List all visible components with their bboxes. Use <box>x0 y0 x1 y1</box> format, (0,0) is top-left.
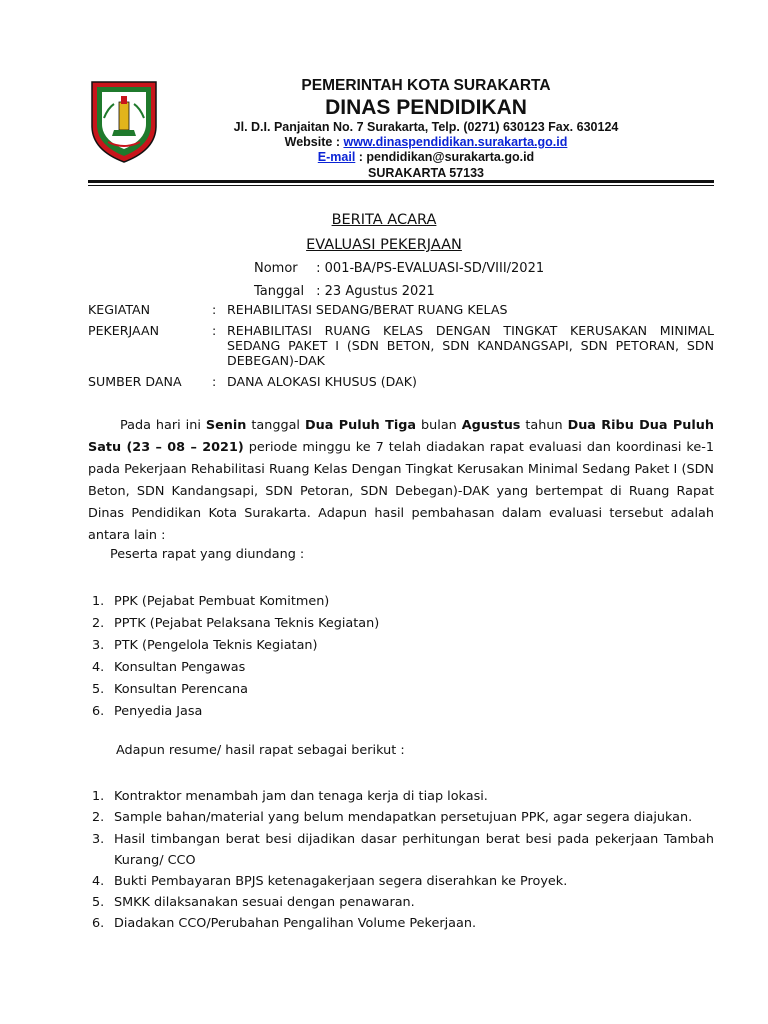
list-number: 4. <box>92 660 105 675</box>
list-text: Penyedia Jasa <box>114 704 203 719</box>
nomor-value: : 001-BA/PS-EVALUASI-SD/VIII/2021 <box>316 261 545 276</box>
document-subtitle: EVALUASI PEKERJAAN <box>306 237 462 253</box>
tanggal-label: Tanggal <box>254 284 305 299</box>
date-words: Dua Puluh Tiga <box>304 418 417 433</box>
participants-intro: Peserta rapat yang diundang : <box>110 547 305 562</box>
list-number: 5. <box>92 895 105 910</box>
office-address: Jl. D.I. Panjaitan No. 7 Surakarta, Telp. (0271) 630123 Fax. 630124 <box>233 120 619 134</box>
list-item <box>88 914 714 934</box>
paragraph-text: Pada hari ini <box>120 418 206 433</box>
website-link[interactable]: www.dinaspendidikan.surakarta.go.id <box>343 135 568 149</box>
list-item <box>88 872 714 892</box>
list-number: 1. <box>92 789 105 804</box>
list-number: 5. <box>92 682 105 697</box>
nomor-row <box>254 261 544 276</box>
city-emblem-logo <box>88 78 160 164</box>
info-label: KEGIATAN <box>88 302 151 317</box>
letterhead <box>196 76 656 182</box>
list-item <box>88 635 714 657</box>
list-number: 6. <box>92 704 105 719</box>
opening-paragraph <box>88 415 714 547</box>
list-item <box>88 679 714 701</box>
list-text: Konsultan Perencana <box>114 682 248 697</box>
list-item <box>88 829 714 871</box>
email-line <box>196 150 656 165</box>
info-value: DANA ALOKASI KHUSUS (DAK) <box>227 374 417 389</box>
list-number: 6. <box>92 916 105 931</box>
list-item <box>88 591 714 613</box>
document-title: BERITA ACARA <box>331 212 437 228</box>
email-value: : pendidikan@surakarta.go.id <box>358 150 535 164</box>
list-text: PTK (Pengelola Teknis Kegiatan) <box>114 638 318 653</box>
list-text: Diadakan CCO/Perubahan Pengalihan Volume Pekerjaan. <box>114 916 477 931</box>
list-text: Hasil timbangan berat besi dijadikan dasar perhitungan berat besi pada pekerjaan Tambah Kurang/ CCO <box>114 832 714 868</box>
list-item <box>88 613 714 635</box>
info-value: REHABILITASI SEDANG/BERAT RUANG KELAS <box>227 302 508 317</box>
list-text: Sample bahan/material yang belum mendapatkan persetujuan PPK, agar segera diajukan. <box>114 810 693 825</box>
info-colon: : <box>212 302 217 317</box>
government-name: PEMERINTAH KOTA SURAKARTA <box>301 77 551 94</box>
office-name: DINAS PENDIDIKAN <box>325 96 527 119</box>
paragraph-text: tanggal <box>246 418 305 433</box>
year-words: Dua Ribu Dua Puluh Satu (23 – 08 – 2021) <box>88 418 715 455</box>
info-label: SUMBER DANA <box>88 374 182 389</box>
city-postcode: SURAKARTA 57133 <box>367 166 484 180</box>
tanggal-value: : 23 Agustus 2021 <box>316 284 435 299</box>
email-link[interactable]: E-mail <box>317 150 356 164</box>
results-list <box>88 787 714 935</box>
list-text: SMKK dilaksanakan sesuai dengan penawaran. <box>114 895 415 910</box>
list-item <box>88 808 714 828</box>
list-item <box>88 657 714 679</box>
results-intro: Adapun resume/ hasil rapat sebagai berikut : <box>116 743 405 758</box>
info-label: PEKERJAAN <box>88 323 160 338</box>
list-text: PPK (Pejabat Pembuat Komitmen) <box>114 594 330 609</box>
list-item <box>88 701 714 723</box>
month-name: Agustus <box>461 418 521 433</box>
list-item <box>88 893 714 913</box>
list-number: 2. <box>92 810 105 825</box>
letterhead-divider-thin <box>88 185 714 186</box>
list-number: 3. <box>92 832 105 847</box>
list-number: 4. <box>92 874 105 889</box>
paragraph-text: periode minggu ke 7 telah diadakan rapat evaluasi dan koordinasi ke-1 pada Pekerjaan Rehabilitasi Ruang Kelas Dengan Tingkat Kerusakan Minimal Sedang Paket I (SDN Beton, SDN Kandangsapi, SDN Petoran, SDN Debegan)-DAK yang bertempat di Ruang Rapat Dinas Pendidikan Kota Surakarta. Adapun hasil pembahasan dalam evaluasi tersebut adalah antara lain : <box>88 440 714 543</box>
list-text: Bukti Pembayaran BPJS ketenagakerjaan segera diserahkan ke Proyek. <box>114 874 568 889</box>
list-text: PPTK (Pejabat Pelaksana Teknis Kegiatan) <box>114 616 380 631</box>
info-value: REHABILITASI RUANG KELAS DENGAN TINGKAT KERUSAKAN MINIMAL SEDANG PAKET I (SDN BETON, SDN KANDANGSAPI, SDN PETORAN, SDN DEBEGAN)-DAK <box>227 323 714 368</box>
paragraph-text: tahun <box>520 418 568 433</box>
nomor-label: Nomor <box>254 261 298 276</box>
list-text: Kontraktor menambah jam dan tenaga kerja di tiap lokasi. <box>114 789 488 804</box>
list-number: 3. <box>92 638 105 653</box>
info-colon: : <box>212 374 217 389</box>
tanggal-row <box>254 284 435 299</box>
website-label: Website : <box>284 135 340 149</box>
list-item <box>88 787 714 807</box>
day-name: Senin <box>205 418 247 433</box>
info-colon: : <box>212 323 217 338</box>
letterhead-divider-thick <box>88 180 714 183</box>
paragraph-text: bulan <box>416 418 462 433</box>
website-line <box>196 135 656 150</box>
participants-list <box>88 591 714 723</box>
list-text: Konsultan Pengawas <box>114 660 246 675</box>
list-number: 1. <box>92 594 105 609</box>
list-number: 2. <box>92 616 105 631</box>
